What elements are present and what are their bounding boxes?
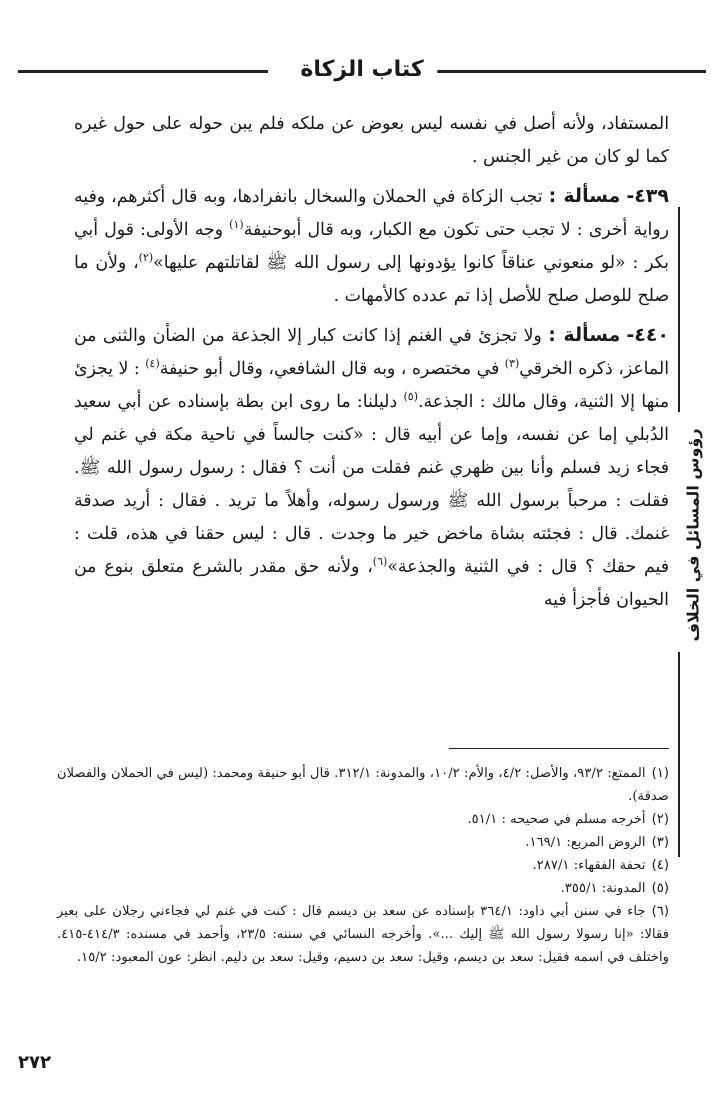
footnote-3: (٣)الروض المربع: ١٦٩/١.: [525, 835, 669, 850]
footnote-5: (٥)المدونة: ٣٥٥/١.: [560, 881, 669, 896]
footnote-ref: (٤): [145, 357, 160, 371]
footnote-ref: (٥): [403, 390, 419, 404]
footnote-ref: (١): [229, 218, 244, 232]
chapter-title: كتاب الزكاة: [286, 55, 437, 85]
header-rule-left: [18, 70, 268, 73]
footnote-4: (٤)تحفة الفقهاء: ٢٨٧/١.: [532, 858, 669, 873]
page-header: [18, 55, 706, 91]
footnote-ref: (٦): [372, 555, 388, 569]
book-side-title: رؤوس المسائل في الخلاف: [683, 428, 703, 642]
footnote-2: (٢)أخرجه مسلم في صحيحه : ٥١/١.: [467, 812, 669, 827]
masala-440: ٤٤٠-مسألة : ولا تجزئ في الغنم إذا كانت كبار إلا الجذعة من الضأن والثنى من الماعز، ذكره الخرقي$^{(٣)}$ في مختصره ، وبه قال الشافعي، وقال أبو حنيفة$^{(٤)}$ : لا يجزئ منها إلا الثنية، وقال مالك : الجذعة.$^{(٥)}$ دليلنا: ما روى ابن بطة بإسناده عن أبي سعيد الدُبلي إما عن نفسه، وإما عن أبيه قال : «كنت جالساً في ناحية مكة في غنم لي فجاء زيد فسلم وأنا بين ظهري غنم فقلت من أنت ؟ فقال : رسول رسول الله ﷺ. فقلت : مرحباً برسول الله ﷺ ورسول رسوله، وأهلاً ما تريد . فقال : أريد صدقة غنمك. قال : فجئته بشاة ماخض خير ما وجدت . قال : ليس حقنا في هذه، قلت : فيم حقك ؟ قال : في الثنية والجذعة»$^{(٦)}$، ولأنه حق مقدر بالشرع متعلق بنوع من الحيوان فأجزأ فيه: [74, 324, 670, 610]
main-text: [74, 108, 669, 623]
footnote-ref: (٣): [504, 357, 520, 371]
footnote-separator: [449, 748, 669, 749]
footnote-ref: (٢): [138, 251, 154, 265]
masala-number: ٤٣٩-: [626, 185, 669, 207]
paragraph-continuation: المستفاد، ولأنه أصل في نفسه ليس بعوض عن ملكه فلم يبن حوله على حول غيره كما لو كان من غير الجنس .: [74, 114, 669, 167]
footnotes: [57, 762, 669, 969]
masala-keyword: مسألة :: [548, 185, 621, 207]
header-rule-right: [431, 70, 706, 73]
masala-number: ٤٤٠-: [626, 324, 670, 346]
masala-keyword: مسألة :: [548, 324, 621, 346]
side-rule-top: [678, 207, 680, 412]
footnote-1: (١)الممتع: ٩٣/٢، والأصل: ٤/٢، والأم: ١٠/٢، والمدونة: ٣١٢/١. قال أبو حنيفة ومحمد: (ليس في الحملان والفصلان صدقة).: [57, 766, 669, 804]
footnote-6: (٦)جاء في سنن أبي داود: ٣٦٤/١ بإسناده عن سعد بن ديسم قال : كنت في غنم لي فجاءني رجلان على بعير فقالا: «إنا رسولا رسول الله ﷺ إليك ...». وأخرجه النسائي في سننه: ٢٣/٥، وأحمد في مسنده: ٤١٤/٣-٤١٥. واختلف في اسمه فقيل: سعد بن ديسم، وقيل: سعد بن دسيم، وقيل: سعد بن دليم. انظر: عون المعبود: ١٥/٢.: [57, 904, 669, 965]
masala-439: ٤٣٩-مسألة : تجب الزكاة في الحملان والسخال بانفرادها، وبه قال أكثرهم، وفيه رواية أخرى : لا تجب حتى تكون مع الكبار، وبه قال أبوحنيفة$^{(١)}$ وجه الأولى: قول أبي بكر : «لو منعوني عناقاً كانوا يؤدونها إلى رسول الله ﷺ لقاتلتهم عليها»$^{(٢)}$، ولأن ما صلح للوصل صلح للأصل إذا تم عدده كالأمهات .: [74, 185, 669, 306]
page-number: ٢٧٢: [18, 1052, 51, 1073]
side-rule-bottom: [678, 652, 680, 857]
